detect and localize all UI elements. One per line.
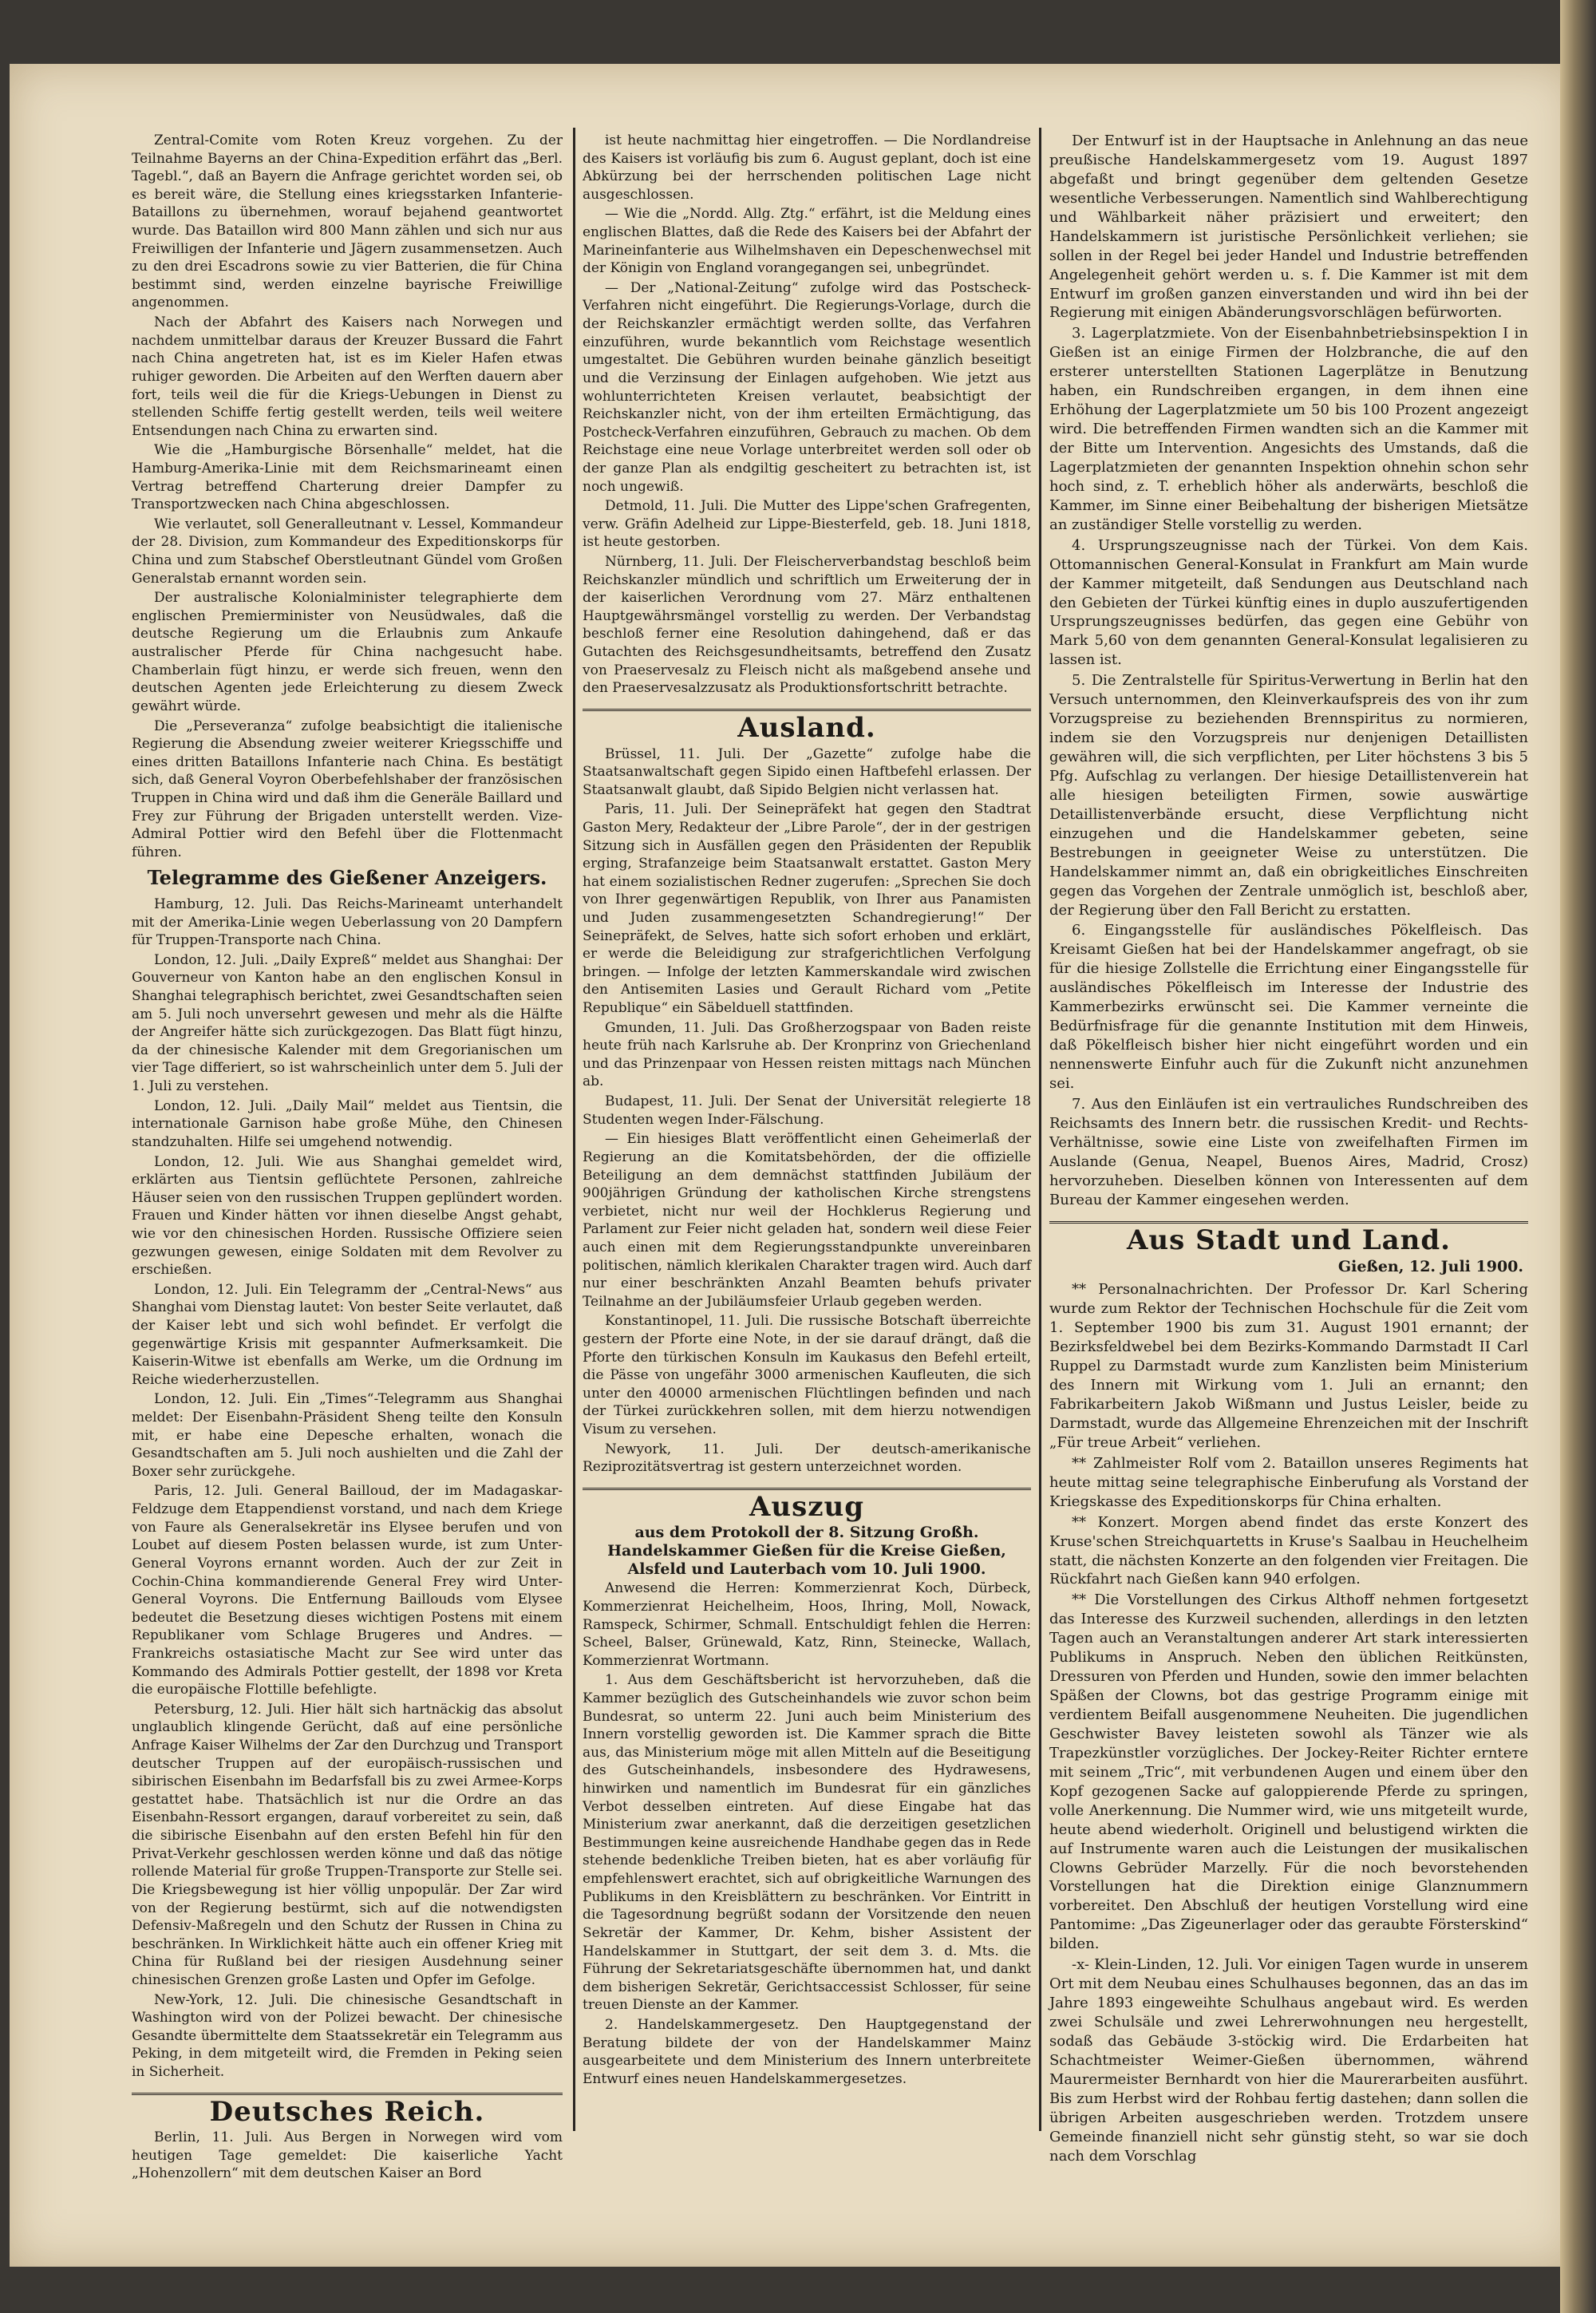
article-paragraph: New-York, 12. Juli. Die chinesische Gesandtschaft in Washington wird von der Polizei bewacht. Der chinesische Gesandte übermittelte dem Staatssekretär ein Telegramm aus Peking, in dem mitgeteilt wird, die Fremden in Peking seien in Sicherheit. bbox=[132, 1991, 563, 2080]
article-paragraph: Wie verlautet, soll Generalleutnant v. Lessel, Kommandeur der 28. Division, zum Kommandeur des Expeditionskorps für China und zum Stabschef Oberstleutnant Gündel vom Großen Generalstab ernannt worden sein. bbox=[132, 516, 563, 587]
article-paragraph: -x- Klein-Linden, 12. Juli. Vor einigen Tagen wurde in unserem Ort mit dem Neubau eines Schulhauses begonnen, das an das im Jahre 1893 eingeweihte Schulhaus angebaut wird. Es werden zwei Schulsäle und zwei Lehrerwohnungen neu hergestellt, sodaß das Gebäude 3-stöckig wird. Die Erdarbeiten hat Schachtmeister Weimer-Gießen übernommen, während Maurermeister Bernhardt von hier die Maurerarbeiten ausführt. Bis zum Herbst wird der Rohbau fertig dastehen; dann sollen die übrigen Arbeiten ausgeschrieben werden. Trotzdem unsere Gemeinde finanziell nicht sehr günstig steht, so war sie doch nach dem Vorschlag bbox=[1049, 1956, 1528, 2165]
article-paragraph: Paris, 12. Juli. General Bailloud, der im Madagaskar-Feldzuge dem Etappendienst vorstand, und nach dem Kriege von Faure als Generalsekretär ins Elysee berufen und von Loubet auf diesem Posten belassen wurde, ist zum Unter-General Voyrons ernannt worden. Auch der zur Zeit in Cochin-China kommandierende General Frey wird Unter-General Voyrons. Die Entfernung Baillouds vom Elysee bedeutet die Besetzung dieses wichtigen Postens mit einem Republikaner vom Schlage Brugeres und Andres. — Frankreichs ostasiatische Macht zur See wird unter das Kommando des Admirals Pottier gestellt, der 1898 vor Kreta die europäische Flottille befehligte. bbox=[132, 1483, 563, 1698]
section-heading: Aus Stadt und Land. bbox=[1127, 1224, 1451, 1256]
article-paragraph: London, 12. Juli. „Daily Mail“ meldet aus Tientsin, die internationale Garnison habe große Mühe, den Chinesen standzuhalten. Hilfe sei umgehend notwendig. bbox=[132, 1097, 563, 1150]
article-paragraph: Wie die „Hamburgische Börsenhalle“ meldet, hat die Hamburg-Amerika-Linie mit dem Reichsmarineamt einen Vertrag betreffend Charterung dreier Dampfer zu Transportzwecken nach China abgeschlossen. bbox=[132, 442, 563, 513]
article-paragraph: London, 12. Juli. „Daily Expreß“ meldet aus Shanghai: Der Gouverneur von Kanton habe an den englischen Konsul in Shanghai telegraphisch berichtet, zwei Gesandtschaften seien am 5. Juli noch unversehrt gewesen und mehr als die Hälfte der Angreifer hätte sich zurückgezogen. Das Blatt fügt hinzu, da der chinesische Kalender mit dem Gregorianischen um vier Tage differiert, so ist wahrscheinlich unter dem 5. Juli der 1. Juli zu verstehen. bbox=[132, 951, 563, 1095]
section-heading: Telegramme des Gießener Anzeigers. bbox=[147, 866, 547, 890]
article-paragraph: Berlin, 11. Juli. Aus Bergen in Norwegen wird vom heutigen Tage gemeldet: Die kaiserliche Yacht „Hohenzollern“ mit dem deutschen Kaiser an Bord bbox=[132, 2129, 563, 2182]
article-paragraph: ** Die Vorstellungen des Cirkus Althoff nehmen fortgesetzt das Interesse des Kurzweil suchenden, allerdings in den letzten Tagen auch an Veranstaltungen anderer Art stark interessierten Publikums in Anspruch. Neben den üblichen Reitkünsten, Dressuren von Pferden und Hunden, sowie den immer belachten Späßen der Clowns, bot das gestrige Programm einige mit verdientem Beifall ausgenommene Neuheiten. Die jugendlichen Geschwister Bavey leisteten sowohl als Tänzer wie als Trapezkünstler vorzügliches. Der Jockey-Reiter Richter ernteте mit seinem „Tric“, mit verbundenen Augen und einem über den Kopf gezogenen Sacke auf galoppierende Pferde zu springen, volle Anerkennung. Die Nummer wird, wie uns mitgeteilt wurde, heute abend wiederholt. Originell und belustigend wirkten die auf Instrumente waren auch die Leistungen der musikalischen Clowns Gebrüder Marzelly. Für die noch bevorstehenden Vorstellungen hat die Direktion einige Glanznummern vorbereitet. Den Abschluß der heutigen Vorstellung wird eine Pantomime: „Das Zigeunerlager oder das geraubte Försterskind“ bilden. bbox=[1049, 1591, 1528, 1953]
article-paragraph: — Der „National-Zeitung“ zufolge wird das Postscheck-Verfahren nicht eingeführt. Die Regierungs-Vorlage, durch die der Reichskanzler ermächtigt werden sollte, das Verfahren einzuführen, wurde bekanntlich vom Reichstage wesentlich umgestaltet. Die Gebühren wurden beinahe gänzlich beseitigt und die Verzinsung der Einlagen aufgehoben. Wie jetzt aus wohlunterrichteten Kreisen verlautet, beabsichtigt der Reichskanzler nicht, von der ihm erteilten Ermächtigung, das Postcheck-Verfahren einzuführen, Gebrauch zu machen. Ob dem Reichstage eine neue Vorlage unterbreitet werden soll oder ob der ganze Plan als endgiltig gescheitert zu betrachten ist, ist noch ungewiß. bbox=[583, 279, 1031, 495]
article-paragraph: London, 12. Juli. Ein Telegramm der „Central-News“ aus Shanghai vom Dienstag lautet: Von bester Seite verlautet, daß der Kaiser lebt und sich wohl befindet. Er verfolgt die gegenwärtige Krisis mit gespannter Aufmerksamkeit. Die Kaiserin-Witwe ist ebenfalls am Werke, um die Ordnung im Reiche wiederherzustellen. bbox=[132, 1281, 563, 1388]
article-paragraph: ** Zahlmeister Rolf vom 2. Bataillon unseres Regiments hat heute mittag seine telegraphische Einberufung als Vorstand der Kriegskasse des Expeditionskorps für China erhalten. bbox=[1049, 1454, 1528, 1510]
article-paragraph: Brüssel, 11. Juli. Der „Gazette“ zufolge habe die Staatsanwaltschaft gegen Sipido einen Haftbefehl erlassen. Der Staatsanwalt glaubt, daß Sipido Belgien nicht verlassen hat. bbox=[583, 745, 1031, 798]
column-3 bbox=[1049, 132, 1528, 2168]
article-paragraph: — Wie die „Nordd. Allg. Ztg.“ erfährt, ist die Meldung eines englischen Blattes, daß die Rede des Kaisers bei der Abfahrt der Marineinfanterie aus Wilhelmshaven ein Depeschenwechsel mit der Königin von England vorangegangen sei, unbegründet. bbox=[583, 206, 1031, 277]
divider bbox=[583, 709, 1031, 711]
article-paragraph: Nach der Abfahrt des Kaisers nach Norwegen und nachdem unmittelbar daraus der Kreuzer Bussard die Fahrt nach China angetreten hat, ist es im Kieler Hafen etwas ruhiger geworden. Die Arbeiten auf den Werften dauern aber fort, teils weil die für die Kriegs-Uebungen in Dienst zu stellenden Schiffe fertig gestellt werden, teils weil weitere Entsendungen nach China zu erwarten sind. bbox=[132, 314, 563, 439]
section-heading: Auszug bbox=[749, 1490, 865, 1523]
column-rule bbox=[573, 128, 575, 2131]
section-subheading: aus dem Protokoll der 8. Sitzung Großh. Handelskammer Gießen für die Kreise Gießen, Alsfeld und Lauterbach vom 10. Juli 1900. bbox=[607, 1524, 1006, 1578]
article-paragraph: Nürnberg, 11. Juli. Der Fleischerverbandstag beschloß beim Reichskanzler mündlich und schriftlich um Erweiterung der in der kaiserlichen Verordnung vom 27. März enthaltenen Hauptgewährsmängel vorstellig zu werden. Der Verbandstag beschloß ferner eine Resolution dahingehend, daß er das Gutachten des Reichsgesundheitsamts, betreffend den Zusatz von Praeservesalz zu Fleisch nicht als maßgebend ansehe und den Praeservesalzzusatz als Produktionsfortschritt betrachte. bbox=[583, 554, 1031, 697]
article-paragraph: 5. Die Zentralstelle für Spiritus-Verwertung in Berlin hat den Versuch unternommen, den Kleinverkaufspreis des von ihr zum Vorzugspreise zu beziehenden Brennspiritus zu normieren, indem sie den Vorzugspreis nur denjenigen Detaillisten gewähren will, die sich verpflichten, per Liter höchstens 3 bis 5 Pfg. Aufschlag zu verlangen. Der hiesige Detaillistenverein hat alle hiesigen beteiligten Firmen, sowie auswärtige Detaillistenverbände ersucht, diese Verpflichtung nicht einzugehen und die Handelskammer gebeten, seine Bestrebungen in geeigneter Weise zu unterstützen. Die Handelskammer nimmt an, daß ein obrigkeitliches Einschreiten gegen das Vorgehen der Zentrale unmöglich ist, beschloß aber, der Regierung über den Fall Bericht zu erstatten. bbox=[1049, 672, 1528, 919]
article-paragraph: ** Konzert. Morgen abend findet das erste Konzert des Kruse'schen Streichquartetts in Kruse's Saalbau in Heuchelheim statt, die nächsten Konzerte an den folgenden vier Freitagen. Die Rückfahrt nach Gießen kann 940 erfolgen. bbox=[1049, 1513, 1528, 1588]
article-paragraph: 3. Lagerplatzmiete. Von der Eisenbahnbetriebsinspektion I in Gießen ist an einige Firmen der Holzbranche, die auf den ersterer unterstellten Stationen Lagerplätze in Benutzung haben, ein Rundschreiben ergangen, in dem ihnen eine Erhöhung der Lagerplatzmiete um 50 bis 100 Prozent angezeigt wird. Die betreffenden Firmen wandten sich an die Kammer mit der Bitte um Intervention. Angesichts des Umstands, daß die Lagerplatzmieten der genannten Inspektion ohnehin schon sehr hoch sind, z. T. erheblich höher als anderwärts, beschloß die Kammer, im Sinne einer Beibehaltung der bisherigen Mietsätze an zuständiger Stelle vorstellig zu werden. bbox=[1049, 325, 1528, 533]
article-paragraph: 4. Ursprungszeugnisse nach der Türkei. Von dem Kais. Ottomannischen General-Konsulat in Frankfurt am Main wurde der Kammer mitgeteilt, daß Sendungen aus Deutschland nach den Gebieten der Türkei künftig eines in duplo auszufertigenden Ursprungszeugnisses bedürfen, das gegen eine Gebühr von Mark 5,60 von dem genannten General-Konsulat legalisieren zu lassen ist. bbox=[1049, 536, 1528, 669]
article-paragraph: Der Entwurf ist in der Hauptsache in Anlehnung an das neue preußische Handelskammergesetz vom 19. August 1897 abgefaßt und bringt gegenüber dem geltenden Gesetze wesentliche Verbesserungen. Namentlich sind Wahlberechtigung und Wählbarkeit näher präzisiert und erweitert; den Handelskammern ist juristische Persönlichkeit verliehen; sie sollen in der Regel bei jeder Handel und Industrie betreffenden Angelegenheit gehört werden u. s. f. Die Kammer ist mit dem Entwurf im großen ganzen einverstanden und wird ihn bei der Regierung mit einigen Abänderungsvorschlägen befürworten. bbox=[1049, 132, 1528, 322]
dateline: Gießen, 12. Juli 1900. bbox=[1337, 1258, 1523, 1276]
article-paragraph: ** Personalnachrichten. Der Professor Dr. Karl Schering wurde zum Rektor der Technischen Hochschule für die Zeit vom 1. September 1900 bis zum 31. August 1901 ernannt; der Bezirksfeldwebel bei dem Bezirks-Kommando Darmstadt II Carl Ruppel zu Darmstadt wurde zum Kanzlisten beim Ministerium des Innern mit Wirkung vom 1. Juli an ernannt; den Fabrikarbeitern Jakob Wißmann und Justus Leisler, beide zu Darmstadt, wurde das Allgemeine Ehrenzeichen mit der Inschrift „Für treue Arbeit“ verliehen. bbox=[1049, 1281, 1528, 1451]
section-heading: Deutsches Reich. bbox=[209, 2095, 485, 2128]
article-paragraph: Zentral-Comite vom Roten Kreuz vorgehen. Zu der Teilnahme Bayerns an der China-Expedition erfährt das „Berl. Tagebl.“, daß an Bayern die Anfrage gerichtet worden sei, ob es bereit wäre, die Stellung eines kriegsstarken Infanterie-Bataillons zu übernehmen, worauf bejahend geantwortet wurde. Das Bataillon wird 800 Mann zählen und sich nur aus Freiwilligen der Infanterie und Jägern zusammensetzen. Auch zu den drei Escadrons sowie zu vier Batterien, die für China bestimmt sind, werden einzelne bayrische Freiwillige angenommen. bbox=[132, 132, 563, 311]
article-paragraph: 2. Handelskammergesetz. Den Hauptgegenstand der Beratung bildete der von der Handelskammer Mainz ausgearbeitete und dem Ministerium des Innern unterbreitete Entwurf eines neuen Handelskammergesetzes. bbox=[583, 2016, 1031, 2087]
article-paragraph: Paris, 11. Juli. Der Seinepräfekt hat gegen den Stadtrat Gaston Mery, Redakteur der „Libre Parole“, der in der gestrigen Sitzung sich in Ausfällen gegen den Präsidenten der Republik erging, Strafanzeige beim Staatsanwalt erstattet. Gaston Mery hat einem sozialistischen Redner zugerufen: „Sprechen Sie doch von Ihrer gegenwärtigen Republik, von Ihrer aus Panamisten und Juden zusammengesetzten Schandregierung!“ Der Seinepräfekt, de Selves, hatte sich sofort erhoben und erklärt, er werde die Beleidigung zur strafgerichtlichen Verfolgung bringen. — Infolge der letzten Kammerskandale wird zwischen den Antisemiten Lasies und Gerault Richard vom „Petite Republique“ ein Säbelduell stattfinden. bbox=[583, 801, 1031, 1017]
article-paragraph: London, 12. Juli. Ein „Times“-Telegramm aus Shanghai meldet: Der Eisenbahn-Präsident Sheng teilte den Konsuln mit, er habe eine Depesche erhalten, wonach die Gesandtschaften am 5. Juli noch aushielten und die Zahl der Boxer sehr zurückgehe. bbox=[132, 1391, 563, 1480]
article-paragraph: — Ein hiesiges Blatt veröffentlicht einen Geheimerlaß der Regierung an die Komitatsbehörden, der die offizielle Beteiligung an dem demnächst stattfinden Jubiläum der 900jährigen Gründung der katholischen Kirche strengstens verbietet, nicht nur weil der Hochklerus Regierung und Parlament zur Feier nicht geladen hat, sondern weil diese Feier auch einen mit dem Regierungsstandpunkte unvereinbaren politischen, nämlich klerikalen Charakter tragen wird. Auch darf nur einer beschränkten Anzahl Beamten behufs privater Teilnahme an der Jubiläumsfeier Urlaub gegeben werden. bbox=[583, 1131, 1031, 1310]
article-paragraph: London, 12. Juli. Wie aus Shanghai gemeldet wird, erklärten aus Tientsin geflüchtete Personen, zahlreiche Häuser seien von den russischen Truppen geplündert worden. Frauen und Kinder hätten vor ihnen dieselbe Angst gehabt, wie vor den chinesischen Horden. Russische Offiziere seien gezwungen gewesen, einige Soldaten mit dem Revolver zu erschießen. bbox=[132, 1153, 563, 1279]
article-paragraph: Der australische Kolonialminister telegraphierte dem englischen Premierminister von Neusüdwales, daß die deutsche Regierung um die Erlaubnis zum Ankaufe australischer Pferde für China nachgesucht habe. Chamberlain fügt hinzu, er werde sich freuen, wenn den deutschen Agenten jede Erleichterung zu diesem Zweck gewährt würde. bbox=[132, 590, 563, 714]
column-rule bbox=[1039, 128, 1041, 2131]
article-paragraph: Anwesend die Herren: Kommerzienrat Koch, Dürbeck, Kommerzienrat Heichelheim, Hoos, Ihring, Moll, Nowack, Ramspeck, Schirmer, Schmall. Entschuldigt fehlen die Herren: Scheel, Balser, Grünewald, Katz, Rinn, Steinecke, Wallach, Kommerzienrat Wortmann. bbox=[583, 1580, 1031, 1669]
divider bbox=[583, 1488, 1031, 1490]
column-2 bbox=[583, 132, 1031, 2090]
article-paragraph: Petersburg, 12. Juli. Hier hält sich hartnäckig das absolut unglaublich klingende Gerücht, daß auf eine persönliche Anfrage Kaiser Wilhelms der Zar den Durchzug und Transport deutscher Truppen auf der europäisch-russischen und sibirischen Eisenbahn im Bedarfsfall bis zu zwei Armee-Korps gestattet habe. Thatsächlich ist nur die Ordre an das Eisenbahn-Ressort ergangen, darauf vorbereitet zu sein, daß die sibirische Eisenbahn auf den ersten Befehl hin für den Privat-Verkehr geschlossen werden könne und daß das nötige rollende Material für große Truppen-Transporte zur Stelle sei. Die Kriegsbewegung ist hier völlig unpopulär. Der Zar wird von der Regierung bestürmt, sich auf die notwendigsten Defensiv-Maßregeln und den Schutz der Russen in China zu beschränken. In Wirklichkeit hätte auch ein offener Krieg mit China für Rußland bei der riesigen Ausdehnung seiner chinesischen Grenzen große Lasten und Opfer im Gefolge. bbox=[132, 1701, 563, 1988]
article-paragraph: Newyork, 11. Juli. Der deutsch-amerikanische Reziprozitätsvertrag ist gestern unterzeichnet worden. bbox=[583, 1441, 1031, 1476]
article-paragraph: ist heute nachmittag hier eingetroffen. — Die Nordlandreise des Kaisers ist vorläufig bis zum 6. August geplant, doch ist eine Abkürzung bei der herrschenden politischen Lage nicht ausgeschlossen. bbox=[583, 132, 1031, 203]
article-paragraph: Budapest, 11. Juli. Der Senat der Universität relegierte 18 Studenten wegen Inder-Fälschung. bbox=[583, 1093, 1031, 1128]
binding-spine bbox=[1560, 0, 1596, 2313]
divider bbox=[1049, 1221, 1528, 1224]
article-paragraph: Konstantinopel, 11. Juli. Die russische Botschaft überreichte gestern der Pforte eine Note, in der sie darauf drängt, daß die Pforte den türkischen Konsuln im Kaukasus den Befehl erteilt, die Pässe von ungefähr 3000 armenischen Kaufleuten, die sich unter den 40000 armenischen Flüchtlingen befinden und nach der Türkei zurückkehren sollen, mit dem hierzu notwendigen Visum zu versehen. bbox=[583, 1313, 1031, 1438]
column-1 bbox=[132, 132, 563, 2184]
article-paragraph: Hamburg, 12. Juli. Das Reichs-Marineamt unterhandelt mit der Amerika-Linie wegen Ueberlassung von 20 Dampfern für Truppen-Transporte nach China. bbox=[132, 896, 563, 949]
article-paragraph: Die „Perseveranza“ zufolge beabsichtigt die italienische Regierung die Absendung zweier weiterer Kriegsschiffe und eines dritten Bataillons Infanterie nach China. Es bestätigt sich, daß General Voyron Oberbefehlshaber der französischen Truppen in China wird und daß ihm die Generäle Baillard und Frey zur Führung der Brigaden unterstellt werden. Vize-Admiral Pottier wird den Befehl über die Flottenmacht führen. bbox=[132, 718, 563, 860]
article-paragraph: 6. Eingangsstelle für ausländisches Pökelfleisch. Das Kreisamt Gießen hat bei der Handelskammer angefragt, ob sie für die hiesige Zollstelle die Errichtung einer Eingangsstelle für ausländisches Pökelfleisch im Interesse der Industrie des Kammerbezirks erwünscht sei. Die Kammer verneinte die Bedürfnisfrage für die genannte Institution mit dem Hinweis, daß Pökelfleisch bisher hier nicht eingeführt worden und ein nennenswerte Einfuhr auch für die Zukunft nicht anzunehmen sei. bbox=[1049, 922, 1528, 1092]
article-paragraph: Gmunden, 11. Juli. Das Großherzogspaar von Baden reiste heute früh nach Karlsruhe ab. Der Kronprinz von Griechenland und das Prinzenpaar von Hessen reisten mittags nach München ab. bbox=[583, 1019, 1031, 1090]
section-heading: Ausland. bbox=[737, 711, 876, 744]
article-paragraph: 7. Aus den Einläufen ist ein vertrauliches Rundschreiben des Reichsamts des Innern betr. die russischen Kredit- und Rechts-Verhältnisse, sowie eine Liste von zweifelhaften Firmen im Auslande (Genua, Neapel, Buenos Aires, Madrid, Crosz) hervorzuheben. Dieselben können von Interessenten auf dem Bureau der Kammer eingesehen werden. bbox=[1049, 1095, 1528, 1208]
divider bbox=[132, 2093, 563, 2095]
article-paragraph: Detmold, 11. Juli. Die Mutter des Lippe'schen Grafregenten, verw. Gräfin Adelheid zur Lippe-Biesterfeld, geb. 18. Juni 1818, ist heute gestorben. bbox=[583, 498, 1031, 551]
article-paragraph: 1. Aus dem Geschäftsbericht ist hervorzuheben, daß die Kammer bezüglich des Gutscheinhandels wie zuvor schon beim Bundesrat, so unterm 22. Juni auch beim Ministerium des Innern vorstellig geworden ist. Die Kammer sprach die Bitte aus, das Ministerium möge mit allen Mitteln auf die Beseitigung des Gutscheinhandels, insbesondere des Hydrawesens, hinwirken und namentlich im Bundesrat für ein gänzliches Verbot desselben eintreten. Auf diese Eingabe hat das Ministerium zwar anerkannt, daß die derzeitigen gesetzlichen Bestimmungen keine ausreichende Handhabe gegen das in Rede stehende bedenkliche Treiben bieten, hat es aber vorläufig für empfehlenswert erachtet, sich auf obrigkeitliche Warnungen des Publikums in den Kreisblättern zu beschränken. Vor Eintritt in die Tagesordnung begrüßt sodann der Vorsitzende den neuen Sekretär der Kammer, Dr. Kehm, bisher Assistent der Handelskammer in Stuttgart, der seit dem 3. d. Mts. die Führung der Sekretariatsgeschäfte übernommen hat, und dankt dem bisherigen Sekretär, Gerichtsaccessist Schlosser, für seine treuen Dienste an der Kammer. bbox=[583, 1672, 1031, 2014]
